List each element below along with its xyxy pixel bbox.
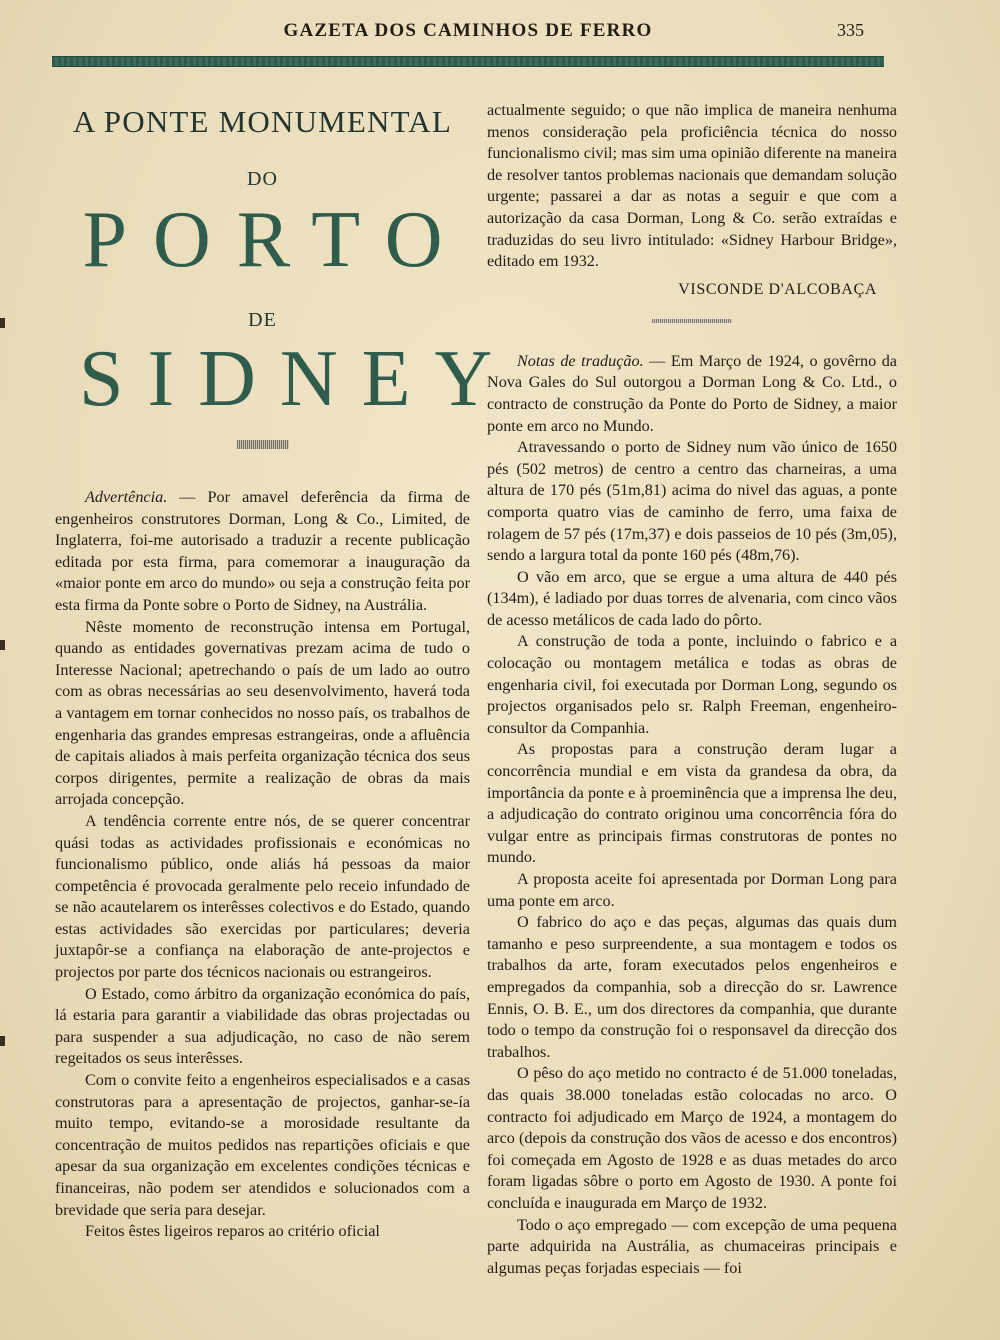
author-signature: VISCONDE D'ALCOBAÇA <box>678 280 877 298</box>
binding-mark <box>0 1036 5 1046</box>
title-porto: PORTO <box>82 196 469 284</box>
binding-mark <box>0 640 5 650</box>
paragraph: Advertência. — Por amavel deferência da firma de engenheiros construtores Dorman, Long & Co., Limited, de Inglaterra, foi-me autorisado a traduzir a recente publicação editada por esta firma, para comemorar a inauguração da «maior ponte em arco do mundo» ou seja a construção feita por esta firma da Ponte sobre o Porto de Sidney, na Austrália. <box>55 488 470 614</box>
paragraph: Com o convite feito a engenheiros especialisados e a casas construtoras para a apresentação de projectos, ganhar-se-ía muito tempo, evitando-se a morosidade resultante da concentração de muitos pedidos nas repartições oficiais e que apesar da sua organização em excelentes condições técnicas e financeiras, não podem ser atendidos e solucionados com a brevidade que seria para desejar. <box>55 1071 470 1219</box>
paragraph: As propostas para a construção deram lugar a concorrência mundial e em vista da grandesa da obra, da importância da ponte e à proeminência que a imprensa lhe deu, a adjudicação do contrato originou uma concorrência fóra do vulgar entre as principais firmas construtoras de pontes no mundo. <box>487 740 897 867</box>
paragraph: A tendência corrente entre nós, de se querer concentrar quási todas as actividades profissionais e económicas no funcionalismo público, onde aliás há pessoas da maior competência é provocada geralmente pelo receio infundado de se não acautelarem os interêsses colectivos e do Estado, quando estas actividades são exercidas por particulares; deveria juxtapôr-se a confiança na elaboração de ante-projectos e projectos por parte dos técnicos nacionais ou estrangeiros. <box>55 811 470 982</box>
paragraph: O vão em arco, que se ergue a uma altura de 440 pés (134m), é ladiado por duas torres de alvenaria, com cinco vãos de acesso metálicos de cada lado do pôrto. <box>487 567 897 629</box>
title-line-1: A PONTE MONUMENTAL <box>72 104 453 139</box>
paragraph: Atravessando o porto de Sidney num vão único de 1650 pés (502 metros) de centro a centro das charneiras, a uma altura de 170 pés (51m,81) acima do nivel das aguas, a ponte comporta quatro vias de caminho de ferro, uma faixa de rolagem de 57 pés (17m,37) e dois passeios de 10 pés (3m,05), sendo a largura total da ponte 160 pés (48m,76). <box>487 438 897 565</box>
header-rule <box>52 56 884 67</box>
right-column <box>487 100 897 1279</box>
title-ornament <box>237 440 289 449</box>
paragraph: O fabrico do aço e das peças, algumas das quais dum tamanho e peso surpreendente, a sua montagem e todos os trabalhos da arte, foram executados pelos engenheiros e empregados da companhia, sob a direcção do sr. Lawrence Ennis, O. B. E., um dos directores da companhia, que durante todo o tempo da construção foi o responsavel da direcção dos trabalhos. <box>487 913 897 1061</box>
paragraph: Notas de tradução. — Em Março de 1924, o govêrno da Nova Gales do Sul outorgou a Dorman Long & Co. Ltd., o contracto de construção da Ponte do Porto de Sidney, a maior ponte em arco no Mundo. <box>487 351 897 435</box>
title-sidney: SIDNEY <box>79 335 517 423</box>
paragraph: Feitos êstes ligeiros reparos ao critério oficial <box>85 1222 380 1241</box>
paragraph: Todo o aço empregado — com excepção de uma pequena parte adquirida na Austrália, as chumaceiras principais e algumas peças forjadas especiais — foi <box>487 1215 897 1277</box>
paragraph: A construção de toda a ponte, incluindo o fabrico e a colocação ou montagem metálica e todas as obras de engenharia civil, foi executada por Dorman Long, segundo os projectos organisados pelo sr. Ralph Freeman, engenheiro-consultor da Companhia. <box>487 632 897 737</box>
advertencia-lead: Advertência. <box>85 488 168 506</box>
title-de: DE <box>248 309 277 331</box>
notas-lead: Notas de tradução. <box>517 351 644 370</box>
page-number: 335 <box>837 20 864 40</box>
paragraph: O pêso do aço metido no contracto é de 51.000 toneladas, das quais 38.000 toneladas estão colocadas no arco. O contracto foi adjudicado em Março de 1924, a montagem do arco (depois da construção dos vãos de acesso e dos encontros) foi começada em Agosto de 1928 e as duas metades do arco foram ligadas sôbre o porto em Agosto de 1930. A ponte foi concluída e inaugurada em Março de 1932. <box>487 1064 897 1212</box>
section-divider <box>652 319 732 323</box>
paragraph: A proposta aceite foi apresentada por Dorman Long para uma ponte em arco. <box>487 870 897 910</box>
left-column <box>55 100 517 1243</box>
continuation-paragraph: actualmente seguido; o que não implica de maneira nenhuma menos consideração pela proficiência técnica do nosso funcionalismo civil; mas sim uma opinião diferente na maneira de resolver tantos problemas nacionais que demandam solução urgente; passarei a dar as notas a seguir e que com a autorização da casa Dorman, Long & Co. serão extraídas e traduzidas do seu livro intitulado: «Sidney Harbour Bridge», editado em 1932. <box>487 101 897 271</box>
paragraph: O Estado, como árbitro da organização económica do país, lá estaria para garantir a viabilidade das obras projectadas ou para suspender a sua adjudicação, no caso de não serem regeitados os seus interêsses. <box>55 984 470 1068</box>
journal-title: GAZETA DOS CAMINHOS DE FERRO <box>283 20 653 41</box>
article-title <box>55 104 517 449</box>
left-body <box>55 487 470 1243</box>
page-header <box>52 18 884 48</box>
right-top <box>487 100 897 273</box>
paragraph: Nêste momento de reconstrução intensa em Portugal, quando as entidades governativas prezam acima de tudo o Interesse Nacional; apetrechando o país de um lado ao outro com as obras necessárias ao seu desenvolvimento, haverá toda a vantagem em tornar conhecidos no nosso país, os trabalhos de engenharia das grandes empresas estrangeiras, onde a afluência de capitais aliados à mais perfeita organização técnica dos seus corpos dirigentes, permite a realização de obras da mais arrojada concepção. <box>55 617 470 809</box>
binding-mark <box>0 318 5 328</box>
title-do: DO <box>247 168 278 190</box>
